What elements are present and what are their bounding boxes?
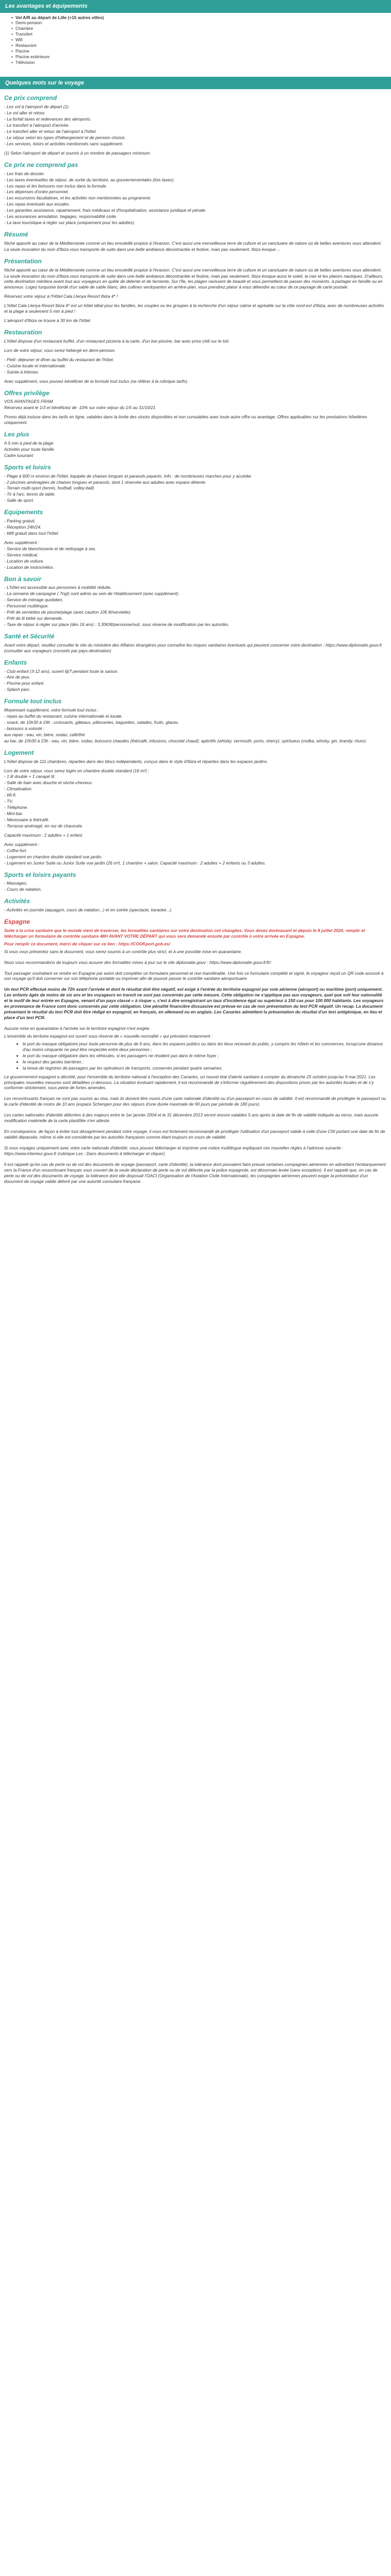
avantage-item: • Télévision — [15, 60, 391, 65]
section-line: Lors de votre séjour, vous serez hébergé en demi-pension. — [4, 347, 116, 353]
section-line: au bar, de 10h30 à 23h : eau, vin, bière, sodas, boissons chaudes (thé/café, infusions, chocolat chaud), apéritifs (whisky, vermouth, porto, sherry), spiritueux (vodka, whisky, gin, brandy, rhum). — [4, 738, 367, 743]
section-line: - Les taxes éventuelles de séjour, de sortie du territoire, au gouvernementales (lois taxes). — [4, 177, 175, 182]
section-line: - snack, de 10h30 à 19h : croissants, gâteaux, pâtisseries, baguettes, salades, fruits, glaces. — [4, 719, 180, 725]
sections-container — [0, 94, 391, 913]
section-line: - Soirée à thèmes. — [4, 369, 39, 375]
section-line: - 1 lit double + 1 canapé lit. — [4, 774, 56, 779]
section-title: Santé et Sécurité — [4, 633, 55, 640]
section-line: Niché apporté au cœur de la Méditerranée comme un lieu ensoleillé propice à l'évasion. C'est aussi une merveilleuse terre de culture et un sanctuaire de nature où de belles aventures vous attendent. — [4, 240, 382, 246]
section-line: - boissons à volonté : — [4, 725, 45, 731]
espagne-para8: Les ressortissants français ne sont pas soumis au visa, mais ils doivent être munis d'une carte nationale d'identité ou d'un passeport en cours de validité. Il est recommandé de privilégier le passeport ou la carte d'identité de moins de 10 ans (espace Schengen pour des séjours d'une durée maximale de 90 jours par période de 180 jours). — [4, 1096, 386, 1107]
section-line: - Cuisine locale et internationale. — [4, 363, 67, 368]
section-line: - Massages. — [4, 880, 28, 886]
section-line: - Climatisation. — [4, 786, 32, 792]
section-line: - Personnel multilingue. — [4, 603, 49, 609]
avantage-item: • Vol A/R au départ de Lille (+15 autres villes) — [15, 15, 391, 21]
espagne-section — [0, 918, 391, 1190]
espagne-para7: Le gouvernement espagnol a décrété, pour l'ensemble du territoire national à l'exception des Canaries, un nouvel état d'alerte sanitaire à compter du dimanche 25 octobre jusqu'au 9 mai 2021. Les principales nouvelles mesures sont détaillées ci-dessous. La situation évoluant rapidement, il est recommandé de s'informer régulièrement des dispositions prises par les autorités locales et de s'y conformer strictement, sous peine de fortes amendes. — [4, 1074, 376, 1091]
espagne-para2[interactable]: Nous vous recommandons de toujours vous assurer des formalités mises à jour sur le site diplomatie.gouv : https://www.diplomatie.gouv.fr/fr/ — [4, 959, 271, 965]
section-line: - Prêt de lit bébé sur demande. — [4, 616, 63, 621]
section-line: aux repas : eau, vin, bière, sodas, café/thé — [4, 732, 85, 737]
section-line: - Logement en chambre double standard vue jardin. — [4, 854, 103, 859]
section-line: - Les excursions facultatives, et les activités non mentionnées au programme. — [4, 195, 152, 201]
section-line: - 2 piscines aménagées de chaises longues et parasols, dont 1 réservée aux adultes avec espace détente. — [4, 479, 207, 485]
section-title: Logement — [4, 749, 34, 756]
section-title: Ce prix comprend — [4, 94, 57, 102]
avantage-item: • Demi-pension — [15, 20, 391, 26]
section-line: - TV. — [4, 799, 13, 804]
avantage-item: • Chambre — [15, 26, 391, 31]
section-line: - Club enfant (3-12 ans), ouvert 6j/7 pendant toute la saison. — [4, 668, 119, 674]
section-line: Réservez avant le 1/3 et bénéficiez de -10% sur votre séjour du 1/5 au 31/10/21 — [4, 405, 156, 411]
espagne-para9: Les cartes nationales d'identité délivrées à des majeurs entre le 1er janvier 2004 et le 31 décembre 2013 seront encore valables 5 ans après la date de fin de validité indiquée au verso, mais aucune modification matérielle de la carte plastifiée n'en atteste. — [4, 1112, 379, 1124]
section-line: Moyennant supplément, votre formule tout inclus : — [4, 707, 99, 713]
section-line: - Terrain multi-sport (tennis, football, volley-ball) — [4, 485, 94, 491]
section-line: - La forfait taxes et redevances des aéroports. — [4, 116, 92, 122]
section-line: (1) Selon l'aéroport de départ et soumis à un nombre de passagers minimum. — [4, 150, 151, 156]
espagne-title: Espagne — [4, 918, 30, 926]
section-line: La seule évocation du nom d'Ibiza vous transporte de suite dans une belle ambiance décontractée et festive, mais pas seulement. Ibiza évoque ... — [4, 246, 281, 252]
section-line: - Les repas et les boissons non inclus dans la formule. — [4, 183, 107, 189]
section-line: - Les assurances annulation, bagages, responsabilité civile. — [4, 214, 118, 219]
section-line: - Terrasse aménagé, en rez de chaussée. — [4, 823, 84, 828]
section-title: Résumé — [4, 231, 28, 239]
espagne-para11[interactable]: Si vous voyagez uniquement avec votre carte nationale d'identité, vous pouvez télécharger et imprimer une notice multilingue expliquant ces nouvelles règles à l'adresse suivante : https://www.interieur.gouv.fr (rubrique Les : Dans documents à télécharger et cliquer). — [4, 1145, 344, 1156]
section-line: - Tir à l'arc, tennis de table. — [4, 492, 56, 497]
page — [0, 0, 391, 1190]
section-line: - Le transfert aller et retour de l'aéroport à l'hôtel. — [4, 129, 97, 134]
section-line: L'hôtel dispose de 111 chambres, réparties dans des blocs indépendants, conçus dans le style d'Ibiza et réparties dans les espaces jardins. — [4, 758, 268, 764]
section-line: L'aéroport d'Ibiza se trouve à 30 km de l'hôtel. — [4, 318, 91, 324]
section-line: Activités pour toute famille — [4, 446, 54, 452]
section-line: - Les repas éventuels aux escales. — [4, 201, 70, 207]
section-line: Avec supplément, vous pouvez bénéficier de la formule tout inclus (se référer à la rubrique tarifs). — [4, 378, 189, 384]
espagne-para12: Il est rappelé qu'en cas de perte ou de vol des documents de voyage (passeport, carte d'identité), la tolérance dont pouvaient faire preuve certaines compagnies aériennes en admettant l'embarquement vers la France d'un ressortissant français sous couvert de la seule déclaration de perte ou de vol délivrée par la police espagnole, est désormais levée (sans exception). Il est rappelé que, en cas de perte ou de vol des documents de voyage, la tolérance dont elle disposait l'OACI (Organisation de l'Aviation Civile Internationale), les compagnies aériennes peuvent exiger la présentation d'un document de voyage valide délivré par une autorité consulaire française. — [4, 1161, 386, 1184]
section-line: - Petit- déjeuner et dîner au buffet du restaurant de l'hôtel. — [4, 357, 114, 362]
section-line: - Les frais de dossier. — [4, 171, 45, 176]
section-title: Présentation — [4, 257, 42, 265]
espagne-para10: En conséquence, de façon à éviter tout désagrément pendant votre voyage, il vous est fortement recommandé de privilégier l'utilisation d'un passeport valide à celle d'une CNI portant une date de fin de validité dépassée, même si elle est considérée par les autorités françaises comme étant toujours en cours de validité. — [4, 1129, 385, 1140]
section-line: - Aire de jeux. — [4, 674, 30, 680]
section-line: - Les vol à l'aéroport de départ (1). — [4, 104, 70, 110]
avantage-item: • Transfert — [15, 31, 391, 37]
section-line: - La semaine de campagne ( 7ngt) sont admis au sein de l'établissement (avec supplément). — [4, 591, 180, 597]
section-line: Capacité maximum : 2 adultes + 1 enfant. — [4, 832, 84, 838]
espagne-intro-link[interactable]: Pour remplir ce document, merci de cliquer sur ce lien : https://COOKport.gob.es/ — [4, 941, 170, 946]
section-line: Lors de votre séjour, vous serez logés en chambre double standard (16 m²) : — [4, 768, 150, 773]
section-line: - Piscine pour enfant. — [4, 681, 45, 686]
section-line: - Prêt de serviettes de piscine/plage (avec caution 10€ lit/serviette). — [4, 609, 132, 615]
section-line: - La taxe touristique à régler sur place (uniquement pour les adultes). — [4, 220, 135, 226]
section-line: - Logement en Junior Suite ou Junior Suite vue jardin (26 m²), 1 chambre + salon. Capacité maximum : 2 adultes + 2 enfants ou 3 adultes. — [4, 860, 266, 866]
section-title: Sports et loisirs payants — [4, 871, 76, 878]
section-title: Bon à savoir — [4, 575, 42, 583]
espagne-para6: L'ensemble du territoire espagnol est ouvert sous réserve de « nouvelle normalité » qui prévoient notamment : — [4, 1033, 213, 1039]
section-line: L'hôtel Cala Llenya Resort Ibiza 4* est un hôtel idéal pour les familles, les couples ou les groupes à la recherche d'un séjour calme et agréable sur la côte nord-est d'Ibiza, avec de nombreuses activités et la plage à seulement 5 min à pied ! — [4, 303, 384, 314]
section-line: - Splash parc. — [4, 687, 31, 692]
section-line: - Les garanties assistance, rapatriement, frais médicaux et d'hospitalisation, assistance juridique et pénale. — [4, 208, 207, 213]
section-title: Restauration — [4, 329, 42, 336]
section-line: - Le séjour selon les types d'hébergement et de pension choisis. — [4, 134, 126, 140]
section-line: - Réception 24h/24. — [4, 524, 42, 530]
section-line: - Cours de natation. — [4, 887, 42, 892]
avantage-item: • Wifi — [15, 37, 391, 43]
section-line: - Location de motos/vélos. — [4, 564, 54, 570]
section-line: L'hôtel dispose d'un restaurant buffet, d'un restaurant pizzeria à la carte, d'un bar-piscine, bar avec prise chili sur le toit. — [4, 338, 230, 344]
section-line: Avec supplément : — [4, 539, 40, 545]
avantages-list — [0, 15, 391, 65]
section-line: Niché apporté au cœur de la Méditerranée comme un lieu ensoleillé propice à l'évasion. C'est aussi une merveilleuse terre de culture et un sanctuaire de nature où de belles aventures vous attendent. — [4, 267, 382, 273]
avantage-item: • Piscine — [15, 48, 391, 54]
espagne-intro: Suite à la crise sanitaire que le monde vient de traverser, les formalités sanitaires sur votre destination ont changées. Vous devez dorénavant et depuis le 8 juillet 2020, remplir et télécharger un formulaire de contrôle sanitaire 48H AVANT VOTRE DÉPART qui vous sera demandé ensuite par contrôle à votre arrivée en Espagne. — [4, 927, 365, 939]
section-line: Cadre luxuriant — [4, 452, 34, 458]
section-line: - Mini-bar. — [4, 811, 24, 817]
avantages-header: Les avantages et équipements — [0, 0, 391, 13]
espagne-para1: Si vous vous présentez sans le document, vous serez soumis à un contrôle plus strict, et à une possible mise en quarantaine. — [4, 948, 242, 954]
avantage-item: • Restaurant — [15, 43, 391, 48]
section-line: - repas au buffet du restaurant, cuisine internationale et locale. — [4, 714, 123, 719]
espagne-para4: Un test PCR effectué moins de 72h avant l'arrivée et dont le résultat doit être négatif, est exigé à l'entrée du territoire espagnol par voie aérienne (aéroport) ou maritime (port) uniquement. Les enfants âgés de moins de six ans et les voyageurs en transit ne sont pas concernés par cette mesure. Cette obligation ne s'applique pas aux voyageurs, quel que soit leur nationalité et le motif de leur entrée en Espagne, venant d'un pays classé « à risque », c'est à dire enregistrant un taux d'incidence égal ou supérieur à 150 cas pour 100 000 habitants. Les voyageurs en provenance de France sont donc concernés par cette obligation. Une pénalité financière dissuasive est prévue en cas de non présentation du test PCR négatif. Un recap. La document présentant le résultat du test PCR doit être rédigé en espagnol, en français, en allemand ou en anglais. Les Canaries admettent la présentation du résultat d'un test antigénique, en lieu et place d'un test PCR. — [4, 987, 384, 1021]
section-title: Activités — [4, 897, 30, 905]
section-line: VOS AVANTAGES FRAM — [4, 399, 53, 404]
espagne-bullet: • le port du masque obligatoire pour toute personne de plus de 6 ans, dans les espaces publics ou dans les lieux recevant du public, y compris les hôtels et les commerces, lorsqu'une distance d'au moins cinquante ne peut être respectée entre deux personnes ; — [23, 1041, 387, 1053]
voyage-header: Quelques mots sur le voyage — [0, 77, 391, 90]
section-line: - Coffre-fort. — [4, 848, 27, 853]
section-line: - Plage à 600 m environ de l'hôtel, équipée de chaises longues et parasols payants. Info : de nombreuses marches pour y accéder. — [4, 473, 252, 479]
section-line: Avec supplément : — [4, 841, 40, 847]
espagne-bullet: • le respect des gestes barrières ; — [23, 1059, 387, 1065]
section-line: - Service médical. — [4, 552, 38, 557]
section-title: Enfants — [4, 658, 27, 666]
section-title: Equipements — [4, 509, 43, 516]
section-line: - Les dépenses d'ordre personnel. — [4, 189, 69, 195]
espagne-bullet-list — [4, 1041, 387, 1071]
espagne-bullet: • la tenue de registres de passagers par les opérateurs de transports, conservés pendant quatre semaines. — [23, 1065, 387, 1071]
espagne-bullet: • le port du masque obligatoire dans les véhicules, si les passagers ne résident pas dans le même foyer ; — [23, 1053, 387, 1059]
section-line: - Téléphone. — [4, 805, 28, 810]
section-title: Sports et loisirs — [4, 463, 51, 471]
section-line: - Les services, loisirs et activités mentionnés sans supplément. — [4, 141, 124, 146]
section-line: - Le vol aller et retour. — [4, 110, 46, 116]
section-title: Offres privilège — [4, 389, 50, 397]
espagne-para3: Tout passager souhaitant se rendre en Espagne par avion doit compléter un formulaire personnel et non transférable. Une fois ce formulaire complété et signé, le voyageur reçoit un QR code associé à son voyage qu'il doit conserver sur son téléphone portable ou imprimer afin de pouvoir passer le contrôle sanitaire aéroportuaire. — [4, 970, 384, 981]
section-line: - Le transfert à l'aéroport d'arrivée. — [4, 123, 70, 128]
section-title: Formule tout inclus — [4, 698, 62, 705]
section-line: - Activités en journée (aquagym, cours de natation...) et en soirée (spectacle, karaoke...). — [4, 907, 173, 913]
section-line: - Location de voiture. — [4, 558, 44, 564]
section-line: - Taxe de séjour à régler sur place (dès 16 ans) : 3,30€/lit/personne/nuit, sous réserve de modification par les autorités. — [4, 622, 230, 628]
section-line: - Salle de bain avec douche et sèche-cheveux. — [4, 780, 93, 786]
section-line: - L'hôtel est accessible aux personnes à mobilité réduite. — [4, 585, 112, 590]
section-line: Promo déjà incluse dans les tarifs en ligne, valables dans la limite des stocks disponibles et non cumulables avec toute autre offre ou avantage. Offres applicables sur les prestations hôtelières uniquement. — [4, 414, 367, 426]
section-line: - Service de blanchisserie et de nettoyage à sec. — [4, 546, 96, 551]
section-line: Réservez votre séjour à l'Hôtel Cala Llenya Resort Ibiza 4* ! — [4, 294, 118, 299]
avantage-item: • Piscine extérieure — [15, 54, 391, 60]
section-line: - Wi-fi. — [4, 792, 17, 798]
section-line: - Service de ménage quotidien. — [4, 597, 63, 603]
section-line: - Wifi gratuit dans tout l'hôtel. — [4, 530, 59, 536]
section-line: La seule évocation du nom d'Ibiza vous transporte de suite dans une belle ambiance décontractée et festive, mais pas seulement. Ibiza évoque aussi le soleil, la mer et les plaisirs nautiques. D'ailleurs, cette destination méritera avant tout aux voyageurs en quête de détente et de farniente. Sur l'île, les plages ravissent de beauté et vous permettent de passer des moments, à partager en famille ou en amoureux. Logez turquoise bordé d'un sable de sable blanc, des collines verdoyantes en arrière-plan, vous prendrez plaisir à vous détendre au cœur de ce paysage de carte postale. — [4, 273, 384, 290]
section-line: - Parking gratuit. — [4, 518, 36, 524]
section-line: - Salle de sport. — [4, 498, 35, 503]
section-line: Avant votre départ, veuillez consulter le site du ministère des Affaires étrangères pour connaître les risques sanitaires éventuels qui peuvent concerner votre destination : https://www.diplomatie.gouv.fr (consulter aux voyageurs (conseils par pays-destination) — [4, 642, 382, 653]
section-line: A 5 min à pied de la plage — [4, 440, 54, 446]
espagne-para5: Aucune mise en quarantaine à l'arrivée sur le territoire espagnol n'est exigée. — [4, 1026, 151, 1031]
section-title: Les plus — [4, 431, 29, 438]
section-title: Ce prix ne comprend pas — [4, 161, 78, 168]
section-line: - Nécessaire à thé/café. — [4, 817, 50, 822]
